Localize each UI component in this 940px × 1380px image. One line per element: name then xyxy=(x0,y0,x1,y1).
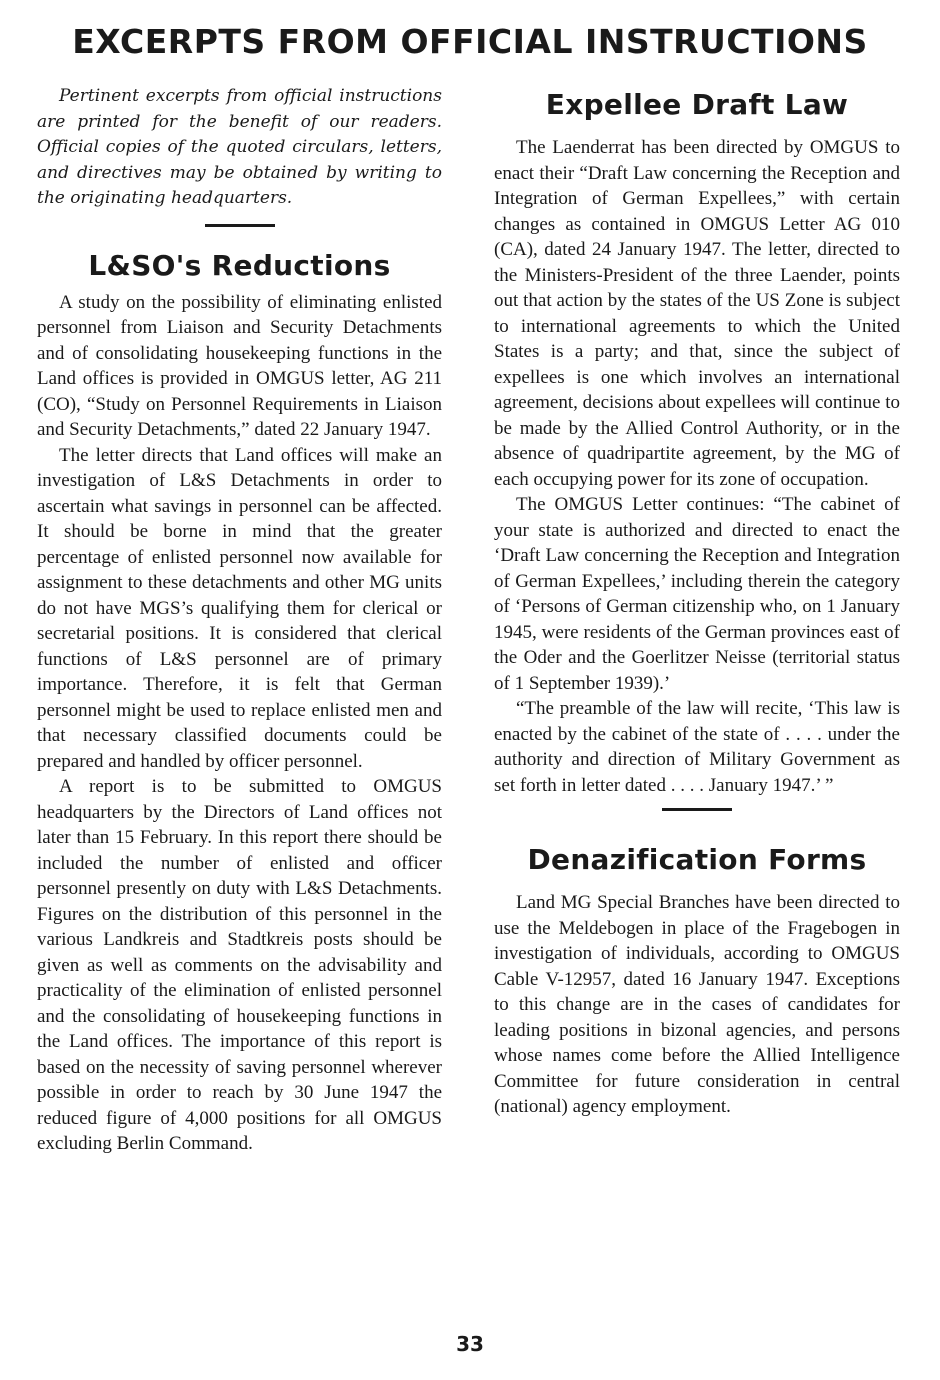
lso-paragraph-2: The letter directs that Land offices will make an investigation of L&S Detachments in order to ascertain what savings in personnel can be affected. It should be borne in mind that the greater percentage of enlisted personnel now available for assignment to these detachments and other MG units do not have MGS’s qualifying them for clerical or secretarial positions. It is considered that clerical functions of L&S personnel are of primary importance. Therefore, it is felt that German personnel might be used to replace enlisted men and that necessary classified documents could be prepared and handled by officer personnel. xyxy=(37,444,442,772)
lso-paragraph-1: A study on the possibility of eliminating enlisted personnel from Liaison and Security Detachments and of consolidating housekeeping functions in the Land offices is provided in OMGUS letter, AG 211 (CO), “Study on Personnel Requirements in Liaison and Security Detachments,” dated 22 January 1947. xyxy=(37,291,442,440)
expellee-paragraph-3: “The preamble of the law will recite, ‘This law is enacted by the cabinet of the state of . . . . under the authority and direction of Military Government as set forth in letter dated . . . . January 1947.’ ” xyxy=(494,698,900,796)
right-column xyxy=(494,84,900,1120)
intro-note: Pertinent excerpts from official instructions are printed for the benefit of our readers. Official copies of the quoted circulars, letters, and directives may be obtained by writing to the originating headquarters. xyxy=(37,86,442,208)
page-title: EXCERPTS FROM OFFICIAL INSTRUCTIONS xyxy=(72,22,868,61)
page-number: 33 xyxy=(456,1332,484,1356)
section-heading-denazification-forms: Denazification Forms xyxy=(527,843,867,876)
expellee-paragraph-1: The Laenderrat has been directed by OMGUS to enact their “Draft Law concerning the Reception and Integration of German Expellees,” with certain changes as contained in OMGUS Letter AG 010 (CA), dated 24 January 1947. The letter, directed to the Ministers-President of the three Laender, points out that action by the states of the US Zone is subject to international agreements to which the United States is a party; and that, since the subject of expellees is one which involves an international agreement, decisions about expellees will continue to be made by the Allied Control Authority, or in the absence of quadripartite agreement, by the MG of each occupying power for its zone of occupation. xyxy=(494,137,900,490)
section-heading-expellee-draft-law: Expellee Draft Law xyxy=(545,88,849,121)
expellee-paragraph-2: The OMGUS Letter continues: “The cabinet of your state is authorized and directed to enact the ‘Draft Law concerning the Reception and Integration of German Expellees,’ including therein the category of ‘Persons of German citizenship who, on 1 January 1945, were residents of the German provinces east of the Oder and the Goerlitzer Neisse (territorial status of 1 September 1939).’ xyxy=(494,494,900,694)
section-divider xyxy=(662,808,732,811)
section-divider xyxy=(205,224,275,227)
section-heading-lso-reductions: L&SO's Reductions xyxy=(88,248,391,282)
denazification-paragraph-1: Land MG Special Branches have been directed to use the Meldebogen in place of the Fragebogen in investigation of individuals, according to OMGUS Cable V-12957, dated 16 January 1947. Exceptions to this change are in the cases of candidates for leading positions in bizonal agencies, and persons whose names come before the Allied Intelligence Committee for future consideration in central (national) agency employment. xyxy=(494,892,900,1117)
left-column xyxy=(37,84,442,1157)
lso-paragraph-3: A report is to be submitted to OMGUS headquarters by the Directors of Land offices not later than 15 February. In this report there should be included the number of enlisted and officer personnel presently on duty with L&S Detachments. Figures on the distribution of this personnel in the various Landkreis and Stadtkreis posts should be given as well as comments on the advisability and practicality of the elimination of enlisted personnel and the consolidating of housekeeping functions in the Land offices. The importance of this report is based on the necessity of saving personnel wherever possible in order to reach by 30 June 1947 the reduced figure of 4,000 positions for all OMGUS excluding Berlin Command. xyxy=(37,776,442,1154)
